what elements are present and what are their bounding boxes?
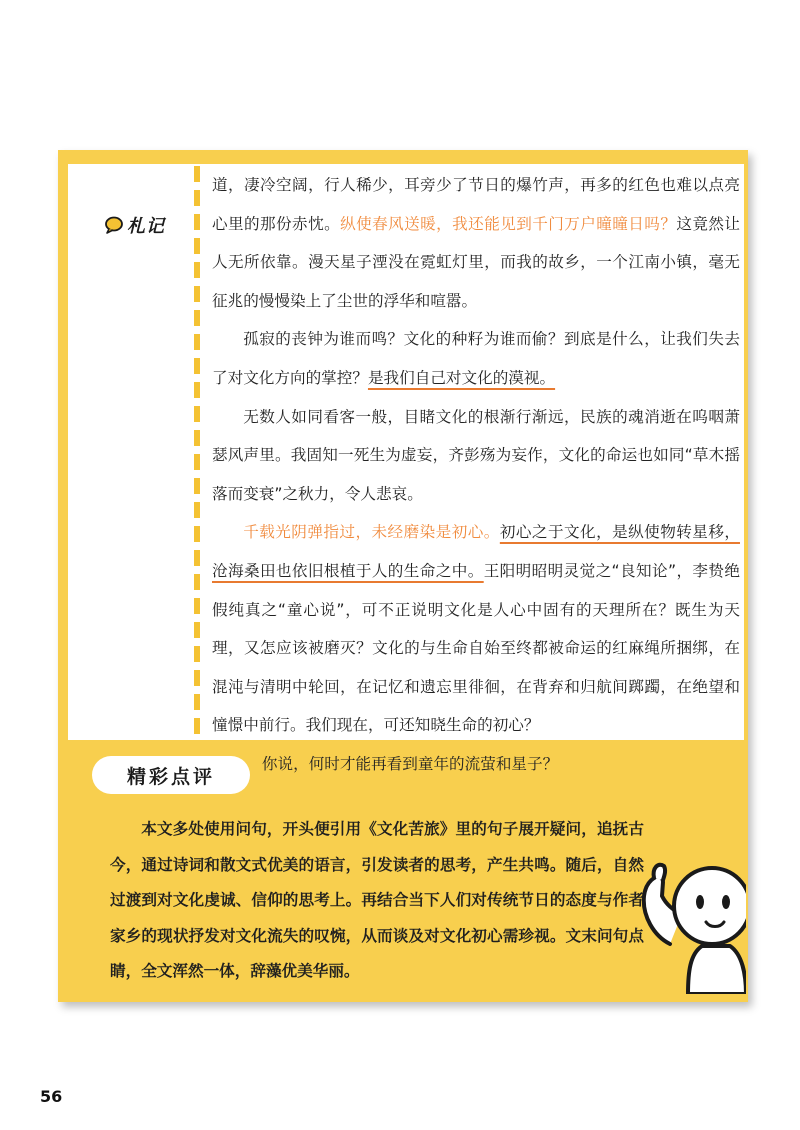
essay-text: 王阳明昭明灵觉之“良知论”，李贽绝假纯真之“童心说”，可不正说明文化是人心中固有的天理所在？既生为天理，又怎应该被磨灭？文化的与生命自始至终都被命运的红麻绳所捆绑，在混沌与清明中轮回，在记忆和遗忘里徘徊，在背弃和归航间踯躅，在绝望和憧憬中前行。我们现在，可还知晓生命的初心？ (212, 561, 740, 735)
essay-paragraph-5: 你说，何时才能再看到童年的流萤和星子？ (261, 754, 559, 773)
essay-text: 孤寂的丧钟为谁而鸣？文化的种籽为谁而偷？到底是什么，让我们失去了对文化方向的掌控？ (212, 330, 740, 387)
essay-quote-highlight: 千载光阴弹指过，未经磨染是初心。 (243, 523, 500, 542)
speech-bubble-icon (104, 215, 124, 235)
essay-text: 道，凄冷空阔，行人稀少，耳旁少了节日的爆竹声，再多的红色也难以点亮心里的那份赤忱。 (212, 176, 740, 233)
essay-text: 这竟然让人无所依靠。漫天星子湮没在霓虹灯里，而我的故乡，一个江南小镇，毫无征兆的慢慢染上了尘世的浮华和喧嚣。 (212, 214, 740, 310)
essay-quote-highlight: 纵使春风送暖，我还能见到千门万户曈曈日吗？ (340, 214, 677, 233)
essay-card (68, 164, 744, 773)
notes-tag-label: 札记 (127, 216, 165, 237)
dashed-divider (194, 166, 200, 736)
review-text: 本文多处使用问句，开头便引用《文化苦旅》里的句子展开疑问，追抚古今，通过诗词和散文式优美的语言，引发读者的思考，产生共鸣。随后，自然过渡到对文化虔诚、信仰的思考上。再结合当下人们对传统节日的态度与作者家乡的现状抒发对文化流失的叹惋，从而谈及对文化初心需珍视。文末问句点睛，全文浑然一体，辞藻优美华丽。 (110, 820, 644, 980)
essay-body (212, 166, 740, 784)
review-title: 精彩点评 (92, 756, 250, 794)
essay-underlined-text: 初心之于文化，是纵使物转星移，沧海桑田也依旧根植于人的生命之中。 (212, 523, 740, 580)
essay-paragraph-1 (212, 166, 740, 320)
essay-paragraph-4 (212, 513, 740, 745)
page-number: 56 (40, 1087, 63, 1106)
essay-paragraph-3: 无数人如同看客一般，目睹文化的根渐行渐远，民族的魂消逝在呜咽萧瑟风声里。我固知一死生为虚妄，齐彭殇为妄作，文化的命运也如同“草木摇落而变衰”之秋力，令人悲哀。 (212, 407, 740, 503)
page-frame (58, 150, 748, 1002)
essay-underlined-text: 是我们自己对文化的漠视。 (367, 368, 556, 387)
mascot-pointing-icon (630, 844, 746, 994)
notes-tag (104, 212, 165, 238)
essay-paragraph-2 (212, 320, 740, 397)
